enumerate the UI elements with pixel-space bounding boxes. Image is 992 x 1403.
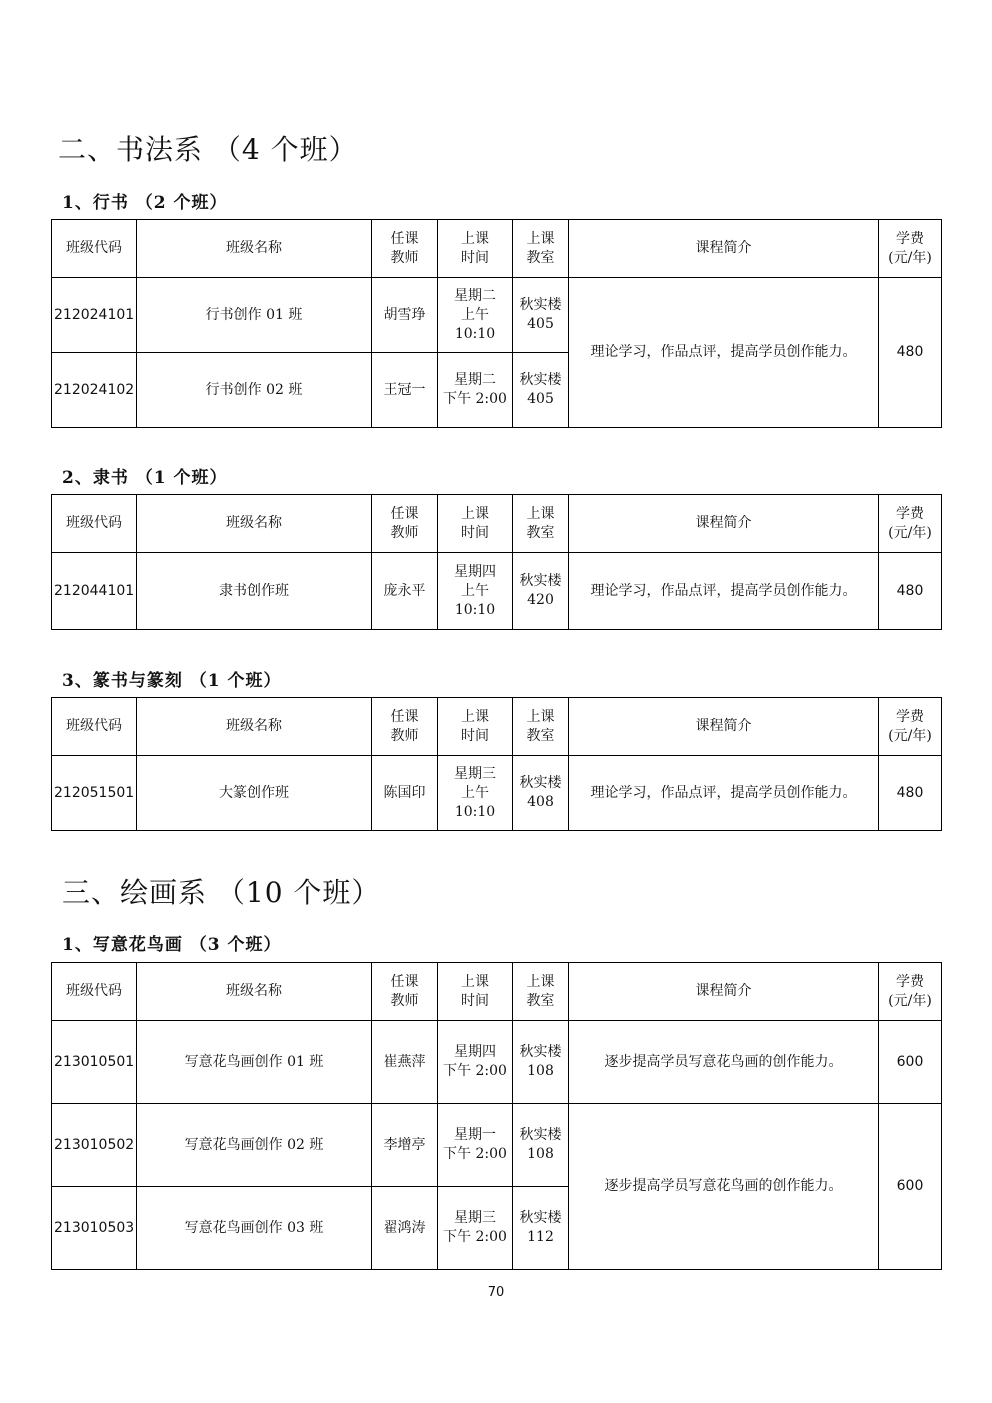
header-room: 上课 教室 xyxy=(513,495,569,553)
header-class-name: 班级名称 xyxy=(137,963,372,1021)
course-description: 理论学习，作品点评，提高学员创作能力。 xyxy=(569,756,879,831)
table-header-row xyxy=(52,220,942,278)
subsection-title-xingshu: 1、行书 （2 个班） xyxy=(62,193,228,213)
table-xieyi-huaniao xyxy=(51,962,942,1270)
subsection-title-xieyi-huaniao: 1、写意花鸟画 （3 个班） xyxy=(62,935,282,955)
header-fee: 学费 (元/年) xyxy=(879,220,942,278)
header-teacher: 任课 教师 xyxy=(372,495,438,553)
header-time: 上课 时间 xyxy=(438,963,513,1021)
header-description: 课程简介 xyxy=(569,220,879,278)
header-room: 上课 教室 xyxy=(513,220,569,278)
class-name: 行书创作 02 班 xyxy=(137,353,372,428)
header-description: 课程简介 xyxy=(569,495,879,553)
class-time: 星期三 上午 10:10 xyxy=(438,756,513,831)
header-class-code: 班级代码 xyxy=(52,495,137,553)
class-time: 星期三 下午 2:00 xyxy=(438,1187,513,1270)
header-class-code: 班级代码 xyxy=(52,698,137,756)
subsection-title-lishu: 2、隶书 （1 个班） xyxy=(62,468,228,488)
subsection-title-zhuanshu: 3、篆书与篆刻 （1 个班） xyxy=(62,671,282,691)
course-description: 逐步提高学员写意花鸟画的创作能力。 xyxy=(569,1021,879,1104)
header-description: 课程简介 xyxy=(569,698,879,756)
class-name: 写意花鸟画创作 03 班 xyxy=(137,1187,372,1270)
course-description: 理论学习，作品点评，提高学员创作能力。 xyxy=(569,278,879,428)
class-time: 星期二 上午 10:10 xyxy=(438,278,513,353)
table-lishu xyxy=(51,494,942,630)
header-description: 课程简介 xyxy=(569,963,879,1021)
teacher: 陈国印 xyxy=(372,756,438,831)
teacher: 庞永平 xyxy=(372,553,438,630)
header-class-name: 班级名称 xyxy=(137,220,372,278)
table-row xyxy=(52,1104,942,1187)
table-row xyxy=(52,1021,942,1104)
teacher: 李增亭 xyxy=(372,1104,438,1187)
tuition-fee: 600 xyxy=(879,1104,942,1270)
class-code: 213010502 xyxy=(52,1104,137,1187)
section-title-painting: 三、绘画系 （10 个班） xyxy=(62,876,381,909)
table-zhuanshu xyxy=(51,697,942,831)
table-header-row xyxy=(52,698,942,756)
classroom: 秋实楼 405 xyxy=(513,278,569,353)
table-row xyxy=(52,756,942,831)
class-code: 212051501 xyxy=(52,756,137,831)
header-fee: 学费 (元/年) xyxy=(879,963,942,1021)
header-class-code: 班级代码 xyxy=(52,220,137,278)
classroom: 秋实楼 420 xyxy=(513,553,569,630)
table-header-row xyxy=(52,495,942,553)
header-class-name: 班级名称 xyxy=(137,698,372,756)
class-time: 星期一 下午 2:00 xyxy=(438,1104,513,1187)
tuition-fee: 480 xyxy=(879,278,942,428)
page-number: 70 xyxy=(487,1285,505,1300)
class-code: 212024102 xyxy=(52,353,137,428)
class-code: 213010501 xyxy=(52,1021,137,1104)
classroom: 秋实楼 108 xyxy=(513,1104,569,1187)
classroom: 秋实楼 408 xyxy=(513,756,569,831)
teacher: 翟鸿涛 xyxy=(372,1187,438,1270)
class-name: 写意花鸟画创作 01 班 xyxy=(137,1021,372,1104)
class-code: 212024101 xyxy=(52,278,137,353)
class-name: 行书创作 01 班 xyxy=(137,278,372,353)
class-time: 星期四 上午 10:10 xyxy=(438,553,513,630)
header-fee: 学费 (元/年) xyxy=(879,495,942,553)
teacher: 胡雪琤 xyxy=(372,278,438,353)
header-time: 上课 时间 xyxy=(438,220,513,278)
table-row xyxy=(52,553,942,630)
header-class-code: 班级代码 xyxy=(52,963,137,1021)
teacher: 王冠一 xyxy=(372,353,438,428)
class-name: 隶书创作班 xyxy=(137,553,372,630)
class-time: 星期四 下午 2:00 xyxy=(438,1021,513,1104)
class-code: 213010503 xyxy=(52,1187,137,1270)
classroom: 秋实楼 405 xyxy=(513,353,569,428)
header-teacher: 任课 教师 xyxy=(372,963,438,1021)
table-header-row xyxy=(52,963,942,1021)
header-room: 上课 教室 xyxy=(513,698,569,756)
teacher: 崔燕萍 xyxy=(372,1021,438,1104)
header-teacher: 任课 教师 xyxy=(372,220,438,278)
header-time: 上课 时间 xyxy=(438,698,513,756)
classroom: 秋实楼 112 xyxy=(513,1187,569,1270)
tuition-fee: 600 xyxy=(879,1021,942,1104)
section-title-calligraphy: 二、书法系 （4 个班） xyxy=(58,133,358,166)
header-time: 上课 时间 xyxy=(438,495,513,553)
header-class-name: 班级名称 xyxy=(137,495,372,553)
class-name: 写意花鸟画创作 02 班 xyxy=(137,1104,372,1187)
header-fee: 学费 (元/年) xyxy=(879,698,942,756)
tuition-fee: 480 xyxy=(879,756,942,831)
classroom: 秋实楼 108 xyxy=(513,1021,569,1104)
class-name: 大篆创作班 xyxy=(137,756,372,831)
tuition-fee: 480 xyxy=(879,553,942,630)
course-description: 理论学习，作品点评，提高学员创作能力。 xyxy=(569,553,879,630)
course-description: 逐步提高学员写意花鸟画的创作能力。 xyxy=(569,1104,879,1270)
class-time: 星期二 下午 2:00 xyxy=(438,353,513,428)
header-teacher: 任课 教师 xyxy=(372,698,438,756)
table-xingshu xyxy=(51,219,942,428)
header-room: 上课 教室 xyxy=(513,963,569,1021)
class-code: 212044101 xyxy=(52,553,137,630)
table-row xyxy=(52,278,942,353)
